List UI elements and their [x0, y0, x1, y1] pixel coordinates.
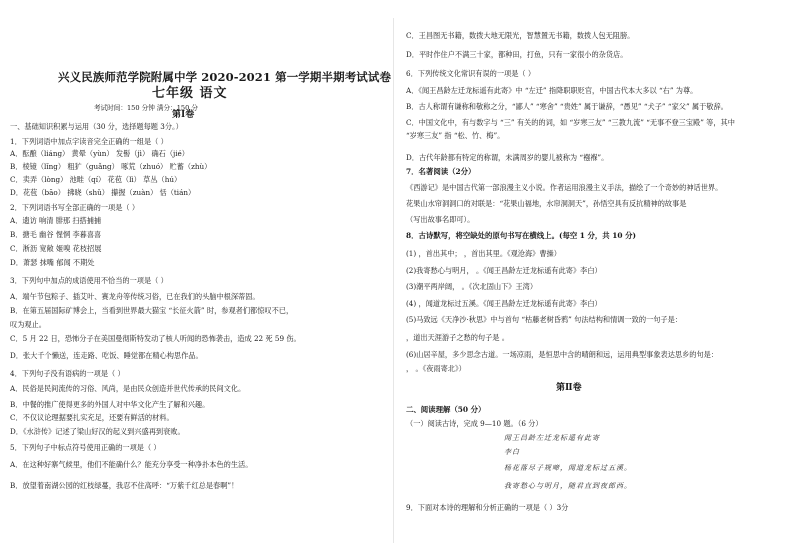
question-line: “岁寒三友” 指 “松、竹、梅”。 — [406, 131, 505, 140]
question-line: A．遗访 响清 腓那 扫搭捕捕 — [10, 216, 102, 225]
question-line: B．搪毛 幽谷 惺惘 李暮喜喜 — [10, 230, 102, 239]
question-line: 3．下列句中加点的成语使用不恰当的一项是（ ） — [10, 276, 168, 285]
question-line: 花果山水帘洞洞口的对联是：“花果山福地，水帘洞洞天”，孙悟空具有反抗精神的故事是 — [406, 199, 687, 208]
question-line: 2．下列词语书写全部正确的一项是（ ） — [10, 203, 140, 212]
poem-line: 我寄愁心与明月，随君直到夜郎西。 — [504, 482, 632, 490]
question-line: 9．下面对本诗的理解和分析正确的一项是（ ）3分 — [406, 503, 569, 512]
poem-line: 闻王昌龄左迁龙标遥有此寄 — [504, 434, 600, 442]
question-line: 5．下列句子中标点符号使用正确的一项是（ ） — [10, 443, 161, 452]
question-line: A．民俗是民间流传的习俗、风尚，是由民众创造并世代传承的民间文化。 — [10, 384, 246, 393]
question-line: （写出故事名即可）。 — [406, 215, 475, 224]
question-line: 一、基础知识积累与运用（30 分，选择题每题 3分。） — [10, 122, 183, 131]
question-line: C．中国文化中，有与数字与 “三” 有关的的词，如 “岁寒三友” “三教九流” “无事不登三宝殿” 等，其中 — [406, 118, 735, 127]
question-heading: 7．名著阅读（2分） — [406, 167, 476, 176]
question-line: ，道出天涯游子之愁的句子是 。 — [406, 333, 509, 342]
question-line: B．棱镜（lǐng） 粗犷（guǎng） 啄荒（zhuó） 贮蓄（zhù） — [10, 162, 212, 171]
question-line: C．淅沥 宽敞 姬嗅 花枝招展 — [10, 244, 102, 253]
question-line: (5)马致远《天净沙·秋思》中与首句 “枯藤老树昏鸦” 句法结构和情调一致的一句子是： — [406, 315, 682, 324]
question-line: D．张大千个懒送，连走路、吃饭、睡觉都在精心构思作品。 — [10, 351, 203, 360]
question-line: A．在这种好寨气候里，他们不能确什么？能充分享受一种净扑本色的生活。 — [10, 460, 253, 469]
question-line: (6)山居辛屋，多少思念古道。一场凉雨，是恒思中含的晴朗和远，运用典型事象表达思乡的句是： — [406, 350, 719, 359]
question-line: D．花苞（bāo） 拂晓（shǔ） 攥握（zuàn） 恬（tián） — [10, 188, 196, 197]
question-line: A．端午节包粽子、插艾叶、赛龙舟等传统习俗，已在我们的头脑中根深蒂固。 — [10, 292, 260, 301]
question-line: D．萧瑟 抹嘴 郁闻 不期处 — [10, 258, 95, 267]
question-line: 4．下列句子没有语病的一项是（ ） — [10, 369, 125, 378]
question-line: A．酝酿（liáng） 黄晕（yùn） 发髻（jì） 确石（jié） — [10, 149, 189, 158]
poem-line: 李白 — [504, 448, 520, 456]
column-divider — [393, 18, 394, 543]
question-heading: 二、阅读理解（50 分） — [406, 405, 486, 414]
question-line: ， 。《夜雨寄北》） — [406, 364, 466, 373]
question-line: 6．下列传统文化常识有误的一项是（ ） — [406, 69, 536, 78]
question-line: 《西游记》是中国古代第一部浪漫主义小说。作者运用浪漫主义手法，描绘了一个奇妙的神话世界。 — [406, 183, 723, 192]
question-line: (3)潮平两岸阔， 。《次北固山下》王湾） — [406, 282, 538, 291]
poem-line: 杨花落尽子规啼，闻道龙标过五溪。 — [504, 464, 632, 472]
exam-info: 考试时间：150 分钟 满分：150 分 — [94, 104, 198, 112]
left-column — [0, 0, 392, 557]
question-line: (4) ，闻道龙标过五溪。《闻王昌龄左迁龙标遥有此寄》李白） — [406, 299, 602, 308]
question-heading: 8．古诗默写，将空缺处的原句书写在横线上。(每空 1 分，共 10 分) — [406, 231, 637, 240]
question-line: C．不仅议论理据要扎实充足，还要有鲜活的材料。 — [10, 413, 174, 422]
question-line: B．中餐的推广使得更多的外国人对中华文化产生了解和兴趣。 — [10, 400, 210, 409]
question-line: C．5 月 22 日，恐怖分子在美国曼彻斯特发动了核人听闻的恐怖袭击，造成 22 死 59 伤。 — [10, 334, 301, 343]
question-line: 1．下列词语中加点字读音完全正确的一组是（ ） — [10, 137, 168, 146]
question-line: D．平时作住户不满三十家，都种田，打鱼，只有一家很小的杂货店。 — [406, 50, 628, 59]
question-line: （一）阅读古诗，完成 9—10 题。（6 分） — [406, 419, 543, 428]
subject-title: 七年级 语文 — [152, 86, 228, 101]
question-line: A．《闻王昌龄左迁龙标遥有此寄》中 “左迁” 指降职职贬官，中国古代本大多以 “右” 为尊。 — [406, 86, 698, 95]
question-line: B．放望着南湖公园的红枝绿蔓，我忍不住高呼：“万紫千红总是春啊”！ — [10, 481, 239, 490]
section-title: 第Ⅱ卷 — [556, 383, 582, 393]
question-line: D．《水浒传》记述了梁山好汉的起义到兴盛再到衰败。 — [10, 427, 185, 436]
question-line: C．卖弄（lòng） 池畦（qí） 花苞（lì） 草丛（hú） — [10, 175, 182, 184]
question-line: (2)我寄愁心与明月， 。《闻王昌龄左迁龙标遥有此寄》李白） — [406, 266, 602, 275]
question-line: B．在第五届国际矿博会上，当看到世界最大猫宝 “长征火箭” 时，参观者们都惊叹不已， — [10, 306, 294, 315]
question-line: D．古代年龄都有特定的称谓，未满周岁的婴儿被称为 “襁褓”。 — [406, 153, 609, 162]
question-line: 叹为观止。 — [10, 320, 46, 329]
question-line: (1) ，首出其中； ，首出其里。《观沧海》曹操） — [406, 249, 561, 258]
question-line: B．古人称谓有谦称和敬称之分，“鄙人” “寒舍” “贵姓” 属于谦辞，“愚见” “犬子” “家父” 属于敬辞。 — [406, 102, 728, 111]
part1-title: 第Ⅰ卷 — [172, 110, 195, 120]
right-column — [396, 0, 782, 557]
question-line: C．王昌图无书籍，数拨大地无限光，智慧置无书籍，数拨人包无阻膀。 — [406, 31, 635, 40]
exam-title: 兴义民族师范学院附属中学 2020-2021 第一学期半期考试试卷 — [58, 70, 392, 84]
